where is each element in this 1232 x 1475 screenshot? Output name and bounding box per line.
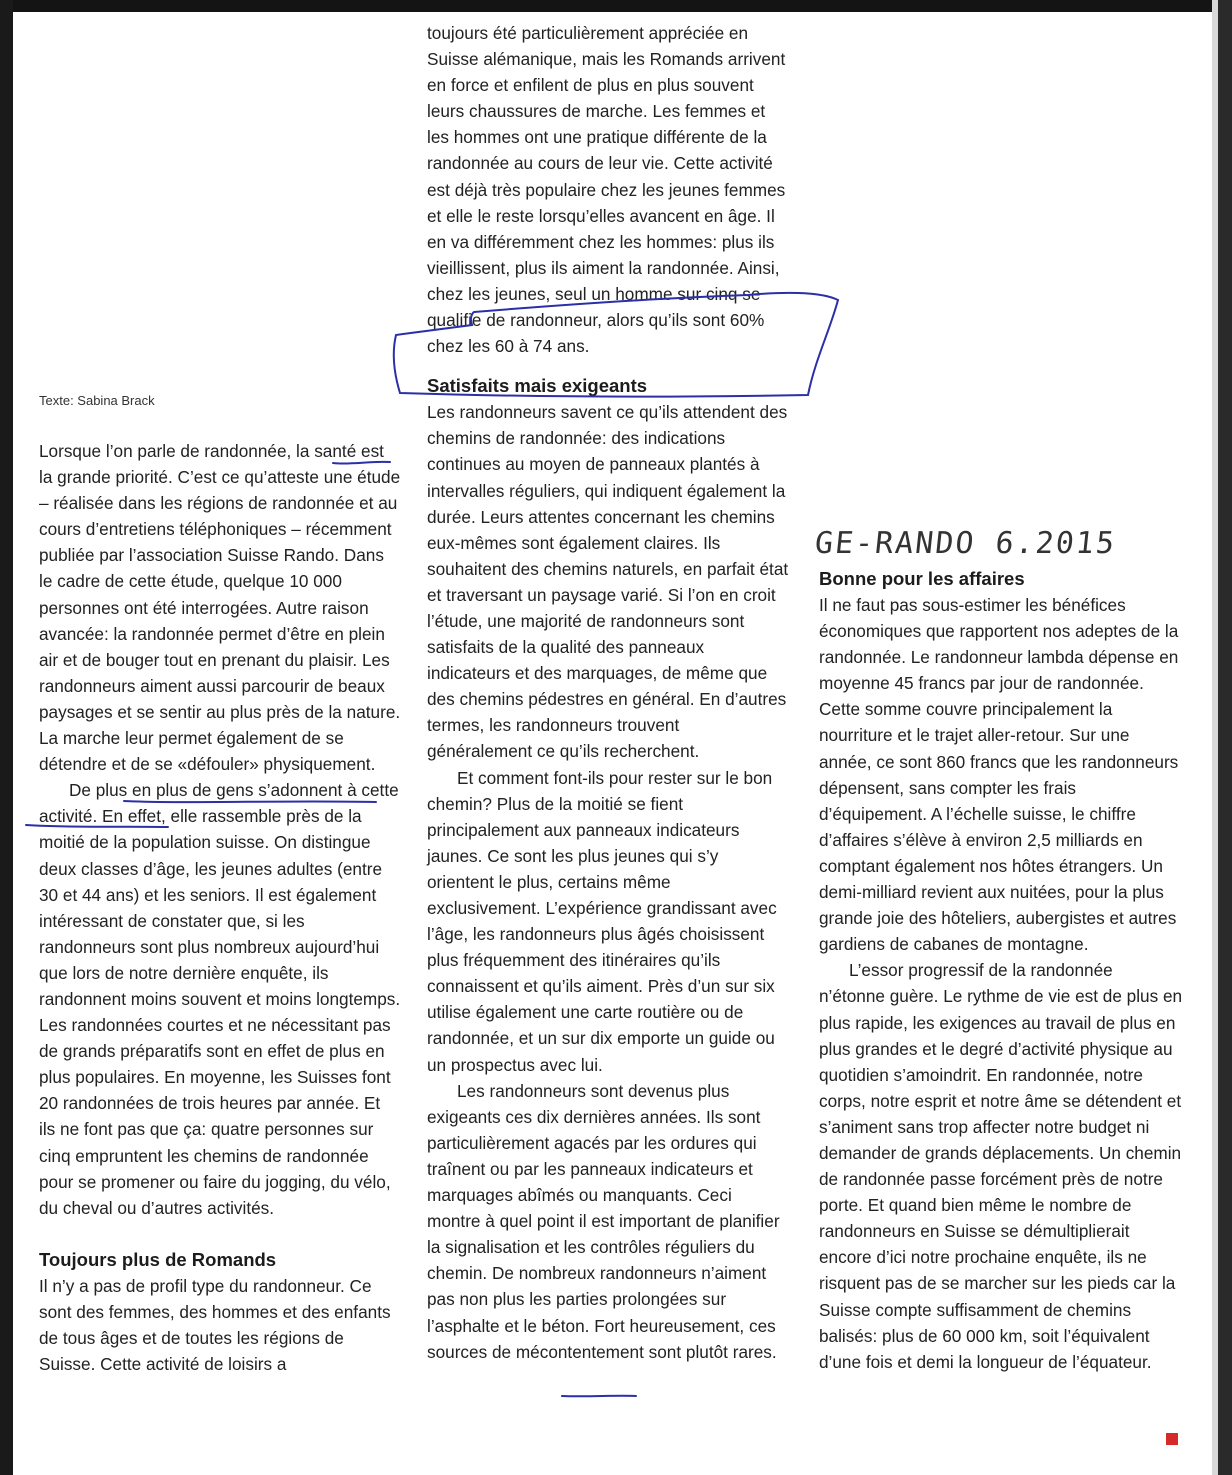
- article-column-3: [819, 566, 1183, 1375]
- paragraph: Et comment font-ils pour rester sur le bon chemin? Plus de la moitié se fient principalement aux panneaux indicateurs jaunes. Ce sont les plus jeunes qui s’y orientent le plus, certains même exclusivement. L’expérience grandissant avec l’âge, les randonneurs plus âgés choisissent plus fréquemment des itinéraires qu’ils connaissent et qu’ils aiment. Près d’un sur six utilise également une carte routière ou de randonnée, et un sur dix emporte un guide ou un prospectus avec lui.: [427, 767, 777, 1075]
- paragraph: L’essor progressif de la randonnée n’étonne guère. Le rythme de vie est de plus en plus rapide, les exigences au travail de plus en plus grandes et le degré d’activité physique au quotidien s’amoindrit. En randonnée, notre corps, notre esprit et notre âme se détendent et s’animent sans trop affecter notre budget ni demander de grands déplacements. Un chemin de randonnée passe forcément près de notre porte. Et quand bien même le nombre de randonneurs en Suisse se démultiplierait encore d’ici notre prochaine enquête, ils ne risquent pas de se marcher sur les pieds car la Suisse compte suffisamment de chemins balisés: plus de 60 000 km, soit l’équivalent d’une fois et demi la longueur de l’équateur.: [819, 960, 1183, 1372]
- scan-border-right: [1218, 0, 1232, 1475]
- scan-border-top: [0, 0, 1232, 12]
- section-heading: Toujours plus de Romands: [39, 1248, 277, 1270]
- handwritten-note: GE-RANDO 6.2015: [813, 526, 1118, 561]
- article-column-1: [39, 438, 401, 1377]
- section-heading: Satisfaits mais exigeants: [427, 375, 648, 397]
- section-heading: Bonne pour les affaires: [819, 568, 1025, 589]
- paragraph: Les randonneurs savent ce qu’ils attendent des chemins de randonnée: des indications continues au moyen de panneaux plantés à intervalles réguliers, qui indiquent également la durée. Leurs attentes concernant les chemins eux-mêmes sont également claires. Ils souhaitent des chemins naturels, en parfait état et traversant un paysage varié. Si l’on en croit l’étude, une majorité de randonneurs sont satisfaits de la qualité des panneaux indicateurs et des marquages, de même que des chemins pédestres en général. En d’autres termes, les randonneurs trouvent généralement ce qu’ils recherchent.: [427, 402, 789, 762]
- paragraph: Il n’y a pas de profil type du randonneur. Ce sont des femmes, des hommes et des enfants de tous âges et de toutes les régions de Suisse. Cette activité de loisirs a: [39, 1275, 391, 1375]
- paragraph: toujours été particulièrement appréciée en Suisse alémanique, mais les Romands arrivent en force et enfilent de plus en plus souvent leurs chaussures de marche. Les femmes et les hommes ont une pratique différente de la randonnée au cours de leur vie. Cette activité est déjà très populaire chez les jeunes femmes et elle le reste lorsqu’elles avancent en âge. Il en va différemment chez les hommes: plus ils vieillissent, plus ils aiment la randonnée. Ainsi, chez les jeunes, seul un homme sur cinq se qualifie de randonneur, alors qu’ils sont 60% chez les 60 à 74 ans.: [427, 23, 786, 357]
- paragraph: Il ne faut pas sous-estimer les bénéfices économiques que rapportent nos adeptes de la randonnée. Le randonneur lambda dépense en moyenne 45 francs par jour de randonnée. Cette somme couvre principalement la nourriture et le trajet aller-retour. Sur une année, ce sont 860 francs que les randonneurs dépensent, sans compter les frais d’équipement. A l’échelle suisse, le chiffre d’affaires s’élève à environ 2,5 milliards en comptant également nos hôtes étrangers. Un demi-milliard revient aux nuitées, pour la plus grande joie des hôteliers, aubergistes et autres gardiens de cabanes de montagne.: [819, 595, 1179, 955]
- scan-border-left: [0, 0, 13, 1475]
- paragraph: Lorsque l’on parle de randonnée, la santé est la grande priorité. C’est ce qu’atteste une étude – réalisée dans les régions de randonnée et au cours d’entretiens téléphoniques – récemment publiée par l’association Suisse Rando. Dans le cadre de cette étude, quelque 10 000 personnes ont été interrogées. Autre raison avancée: la randonnée permet d’être en plein air et de bouger tout en prenant du plaisir. Les randonneurs aiment aussi parcourir de beaux paysages et se sentir au plus près de la nature. La marche leur permet également de se détendre et de se «défouler» physiquement.: [39, 441, 401, 775]
- ink-underline-asphalte: [562, 1396, 636, 1397]
- author-credit: Texte: Sabina Brack: [39, 393, 155, 408]
- paragraph: Les randonneurs sont devenus plus exigeants ces dix dernières années. Ils sont particulièrement agacés par les ordures qui traînent ou par les panneaux indicateurs et marquages abîmés ou manquants. Ceci montre à quel point il est important de planifier la signalisation et les contrôles réguliers du chemin. De nombreux randonneurs n’aiment pas non plus les parties prolongées sur l’asphalte et le béton. Fort heureusement, ces sources de mécontentement sont plutôt rares.: [427, 1080, 780, 1362]
- paragraph: De plus en plus de gens s’adonnent à cette activité. En effet, elle rassemble près de la moitié de la population suisse. On distingue deux classes d’âge, les jeunes adultes (entre 30 et 44 ans) et les seniors. Il est également intéressant de constater que, si les randonneurs sont plus nombreux aujourd’hui que lors de notre dernière enquête, ils randonnent moins souvent et moins longtemps. Les randonnées courtes et ne nécessitant pas de grands préparatifs sont en effet de plus en plus populaires. En moyenne, les Suisses font 20 randonnées de trois heures par année. Et ils ne font pas que ça: quatre personnes sur cinq empruntent les chemins de randonnée pour se promener ou faire du jogging, du vélo, du cheval ou d’autres activités.: [39, 780, 401, 1218]
- article-column-2: [427, 20, 789, 1365]
- article-end-mark: [1166, 1433, 1178, 1445]
